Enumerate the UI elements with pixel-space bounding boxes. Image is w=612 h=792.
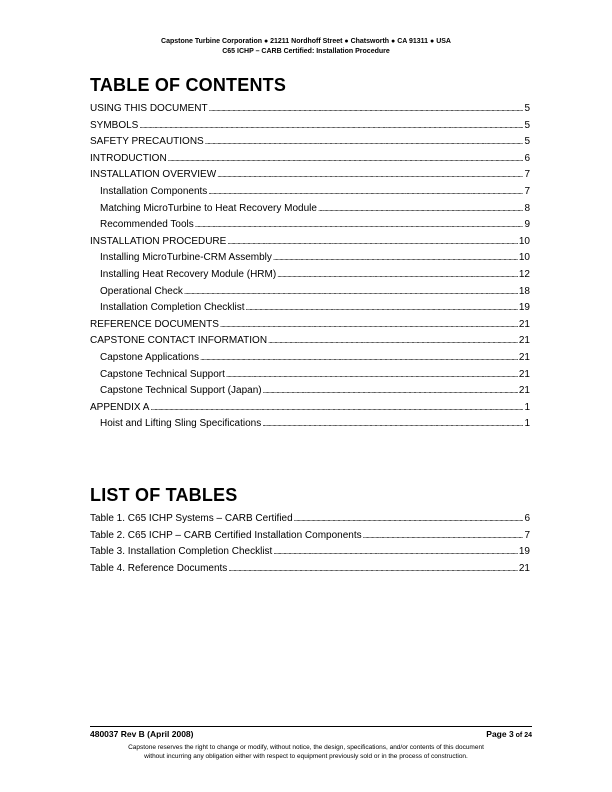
toc-entry[interactable] [90,234,530,251]
dot-leader [273,544,518,561]
footer-document-id: 480037 Rev B (April 2008) [90,729,194,739]
toc-entry[interactable] [90,267,530,284]
dot-leader [150,400,523,417]
toc-entry[interactable] [90,300,530,317]
dot-leader [277,267,518,284]
toc-entry-label: REFERENCE DOCUMENTS [90,318,219,330]
dot-leader [217,167,523,184]
toc-entry-page: 21 [518,318,530,330]
toc-entry[interactable] [90,284,530,301]
toc-entry[interactable] [90,367,530,384]
toc-entry-page: 7 [524,185,530,197]
toc-entry-page: 10 [518,252,530,264]
page-header [0,37,612,57]
table-list-entry-label: Table 4. Reference Documents [90,562,228,574]
toc-entry[interactable] [90,400,530,417]
dot-leader [227,234,518,251]
toc-entry[interactable] [90,250,530,267]
toc-entry-page: 9 [524,219,530,231]
toc-entry-label: INSTALLATION OVERVIEW [90,169,217,181]
toc-entry-label: CAPSTONE CONTACT INFORMATION [90,335,268,347]
dot-leader [363,528,524,545]
toc-entry-page: 18 [518,285,530,297]
toc-entry-page: 5 [524,136,530,148]
toc-entry-label: APPENDIX A [90,401,150,413]
dot-leader [195,217,524,234]
toc-entry-label: Matching MicroTurbine to Heat Recovery Module [100,202,317,214]
dot-leader [246,300,518,317]
table-list-entry-page: 19 [518,546,530,558]
table-list-entry[interactable] [90,528,530,545]
dot-leader [318,201,523,218]
dot-leader [139,118,523,135]
dot-leader [294,511,524,528]
toc-entry-page: 21 [518,351,530,363]
toc-entry-page: 21 [518,368,530,380]
toc-entry-page: 1 [524,418,530,430]
footer-page-total: of 24 [513,732,532,739]
table-list-entry[interactable] [90,511,530,528]
toc-entry-label: SYMBOLS [90,119,139,131]
toc-entry[interactable] [90,416,530,433]
disclaimer-line-2: without incurring any obligation either with respect to equipment previously sold or in the process of construction. [144,753,468,760]
table-list-entry-page: 21 [518,562,530,574]
toc-entry-label: SAFETY PRECAUTIONS [90,136,204,148]
list-of-tables-list [90,511,530,577]
toc-entry[interactable] [90,333,530,350]
toc-entry[interactable] [90,167,530,184]
footer-page-prefix: Page [486,729,509,739]
toc-entry[interactable] [90,201,530,218]
toc-entry-label: Operational Check [100,285,183,297]
toc-entry-label: Installing MicroTurbine-CRM Assembly [100,252,272,264]
toc-list [90,101,530,433]
dot-leader [200,350,518,367]
dot-leader [273,250,518,267]
toc-entry-page: 1 [524,401,530,413]
table-list-entry-label: Table 3. Installation Completion Checklist [90,546,273,558]
toc-entry-label: Installing Heat Recovery Module (HRM) [100,268,277,280]
toc-entry-page: 21 [518,385,530,397]
list-of-tables-title: LIST OF TABLES [90,485,238,505]
toc-entry[interactable] [90,151,530,168]
table-list-entry[interactable] [90,561,530,578]
toc-entry-page: 6 [524,152,530,164]
toc-entry-label: Capstone Technical Support (Japan) [100,385,262,397]
header-company-line: Capstone Turbine Corporation ● 21211 Nordhoff Street ● Chatsworth ● CA 91311 ● USA [161,38,451,45]
toc-entry-page: 21 [518,335,530,347]
dot-leader [228,561,518,578]
dot-leader [209,101,524,118]
toc-entry[interactable] [90,118,530,135]
toc-entry-label: USING THIS DOCUMENT [90,103,208,114]
dot-leader [168,151,524,168]
toc-entry-page: 8 [524,202,530,214]
toc-entry[interactable] [90,134,530,151]
footer-page-current: 3 [508,729,514,739]
toc-entry[interactable] [90,101,530,118]
dot-leader [268,333,518,350]
table-list-entry[interactable] [90,544,530,561]
table-list-entry-label: Table 2. C65 ICHP – CARB Certified Installation Components [90,529,362,541]
toc-entry-label: Installation Completion Checklist [100,302,245,314]
toc-entry[interactable] [90,383,530,400]
dot-leader [226,367,518,384]
table-list-entry-page: 6 [524,513,530,524]
toc-entry-label: Installation Components [100,185,208,197]
toc-entry-label: INSTALLATION PROCEDURE [90,235,227,247]
dot-leader [205,134,524,151]
table-list-entry-page: 7 [524,529,530,541]
toc-entry[interactable] [90,217,530,234]
toc-entry-label: INTRODUCTION [90,152,167,164]
toc-entry-page: 19 [518,302,530,314]
footer-page-number [486,729,532,739]
toc-entry-label: Recommended Tools [100,219,194,231]
dot-leader [220,317,518,334]
dot-leader [263,383,518,400]
toc-entry[interactable] [90,184,530,201]
toc-entry-page: 7 [524,169,530,181]
disclaimer-line-1: Capstone reserves the right to change or modify, without notice, the design, specifications, and/or contents of this document [128,744,484,751]
footer-disclaimer [0,743,612,761]
toc-entry[interactable] [90,317,530,334]
dot-leader [208,184,523,201]
footer-divider [90,726,532,727]
toc-title: TABLE OF CONTENTS [90,75,287,95]
toc-entry-page: 5 [524,119,530,131]
toc-entry-label: Capstone Applications [100,351,199,363]
table-list-entry-label: Table 1. C65 ICHP Systems – CARB Certified [90,513,293,524]
toc-entry-page: 10 [518,235,530,247]
header-document-line: C65 ICHP – CARB Certified: Installation Procedure [222,48,390,55]
toc-entry-page: 12 [518,268,530,280]
toc-entry-label: Hoist and Lifting Sling Specifications [100,418,262,430]
toc-entry-page: 5 [524,103,530,114]
dot-leader [184,284,518,301]
toc-entry[interactable] [90,350,530,367]
toc-entry-label: Capstone Technical Support [100,368,225,380]
dot-leader [262,416,523,433]
